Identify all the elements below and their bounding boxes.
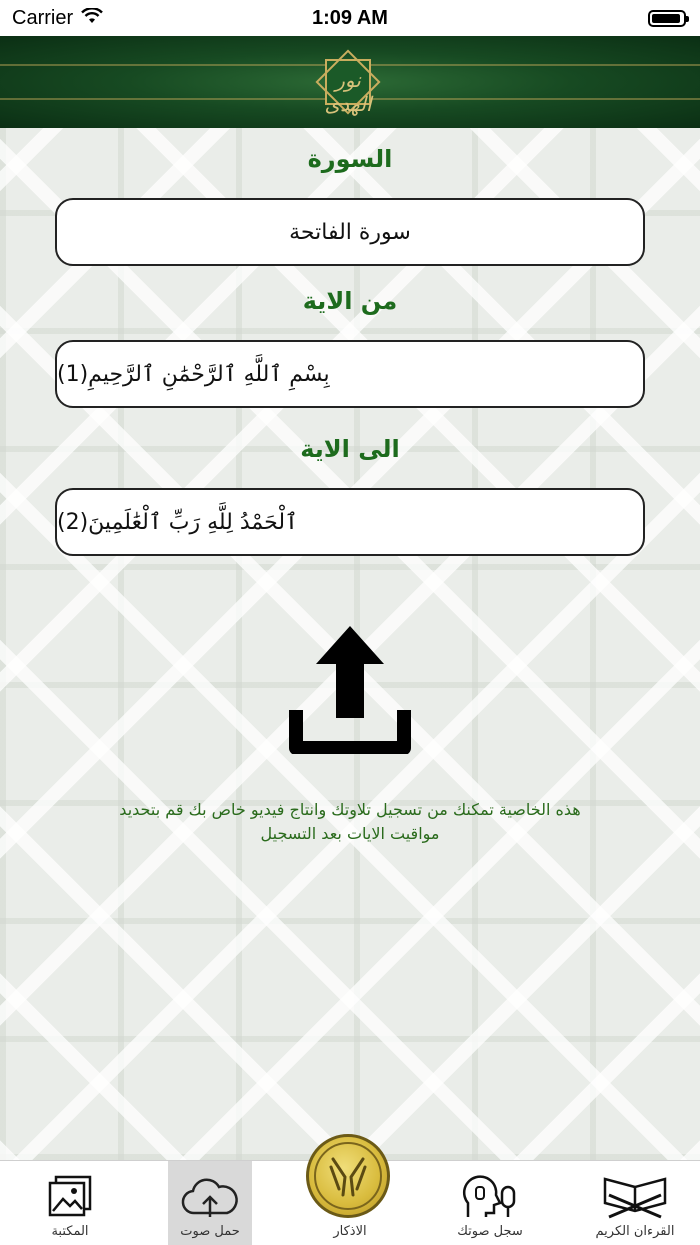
praying-hands-icon xyxy=(309,1137,387,1215)
app-logo xyxy=(312,46,384,118)
app-header xyxy=(0,36,700,128)
tab-azkar-label: الاذكار xyxy=(333,1224,367,1239)
tab-upload-audio[interactable] xyxy=(168,1161,252,1245)
tab-quran-label: القرءان الكريم xyxy=(595,1224,675,1239)
to-ayah-selector[interactable] xyxy=(55,488,645,556)
upload-icon[interactable] xyxy=(288,622,412,754)
feature-description-line1: هذه الخاصية تمكنك من تسجيل تلاوتك وانتاج فيديو خاص بك قم بتحديد xyxy=(119,800,581,819)
tab-record-voice[interactable] xyxy=(440,1161,540,1245)
carrier-label: Carrier xyxy=(12,6,74,29)
status-time: 1:09 AM xyxy=(312,6,388,29)
app-logo-text: نور الهدى xyxy=(324,68,372,116)
wifi-icon xyxy=(81,8,103,29)
surah-label: السورة xyxy=(307,145,393,173)
surah-selector[interactable] xyxy=(55,198,645,266)
quran-book-icon xyxy=(599,1173,671,1219)
feature-description-line2: مواقيت الايات بعد التسجيل xyxy=(260,824,440,843)
to-ayah-label: الى الاية xyxy=(300,435,400,463)
feature-description xyxy=(60,798,640,846)
tab-library[interactable] xyxy=(20,1161,120,1245)
tab-record-voice-label: سجل صوتك xyxy=(457,1224,523,1239)
tab-quran[interactable] xyxy=(580,1161,690,1245)
status-bar xyxy=(0,0,700,36)
battery-icon xyxy=(648,10,686,27)
surah-value: سورة الفاتحة xyxy=(289,219,411,245)
from-ayah-selector[interactable] xyxy=(55,340,645,408)
cloud-upload-icon xyxy=(181,1177,239,1219)
to-ayah-value: ٱلْحَمْدُ لِلَّهِ رَبِّ ٱلْعَٰلَمِينَ(2) xyxy=(57,509,298,535)
azkar-button[interactable] xyxy=(306,1134,390,1218)
from-ayah-value: بِسْمِ ٱللَّهِ ٱلرَّحْمَٰنِ ٱلرَّحِيمِ(1) xyxy=(57,361,330,387)
voice-head-icon xyxy=(460,1173,520,1219)
tab-upload-audio-label: حمل صوت xyxy=(180,1224,240,1239)
from-ayah-label: من الاية xyxy=(302,287,398,315)
tab-library-label: المكتبة xyxy=(51,1224,89,1239)
gallery-icon xyxy=(48,1175,92,1217)
